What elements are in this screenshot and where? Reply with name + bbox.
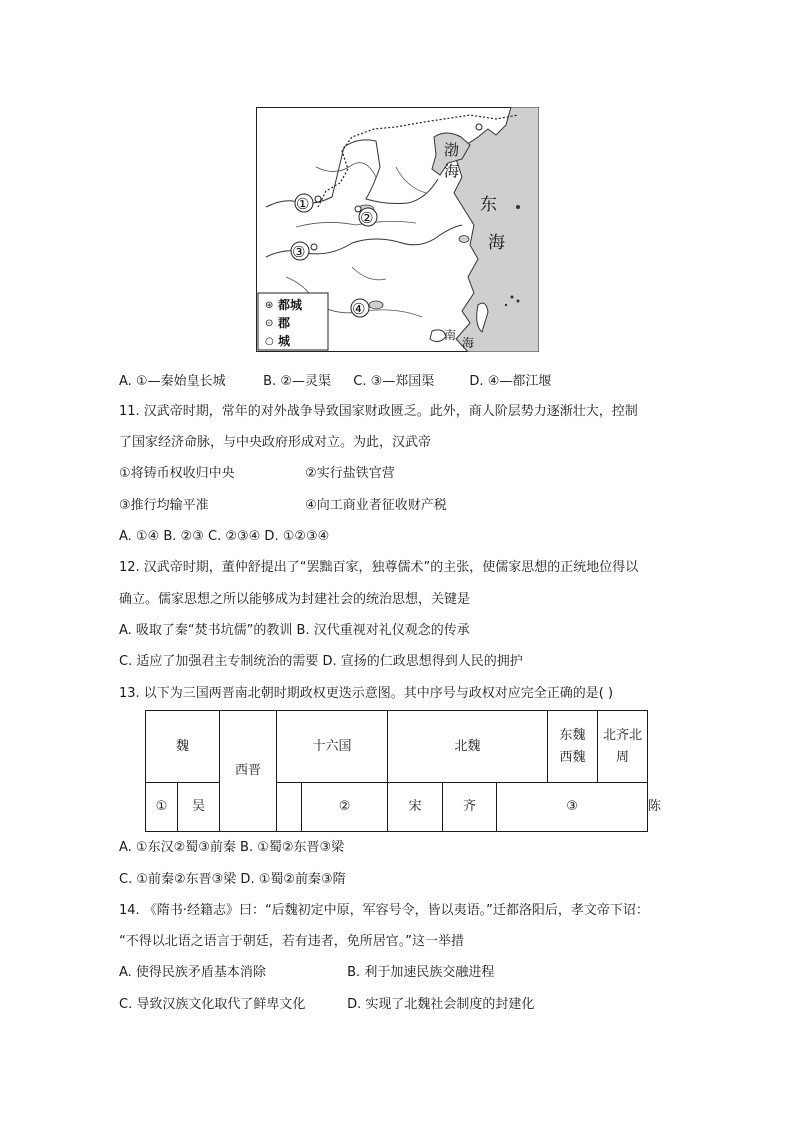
q12-stem-line-1: 12. 汉武帝时期，董仲舒提出了“罢黜百家，独尊儒术”的主张，使儒家思想的正统地位得以 (119, 560, 639, 575)
q11-items-row-1 (119, 464, 395, 484)
cell-empty (277, 783, 302, 832)
q13-stem: 13. 以下为三国两晋南北朝时期政权更迭示意图。其中序号与政权对应完全正确的是( ) (119, 686, 614, 701)
sea-label-east-2: 海 (488, 233, 505, 253)
q11-item-4: ④向工商业者征收财产税 (305, 498, 447, 513)
q11-item-3: ③推行均输平准 (119, 498, 209, 513)
sea-label-south-1: 南 (444, 328, 457, 342)
q11-options: A. ①④ B. ②③ C. ②③④ D. ①②③④ (119, 529, 330, 544)
ancient-china-map (256, 107, 539, 352)
sea-label-bohai-1: 渤 (444, 141, 460, 159)
cell-blank-1: ① (146, 783, 178, 832)
cell-qi: 齐 (443, 783, 497, 832)
cell-blank-3: ③ (497, 783, 648, 832)
q14-stem-line-2: “不得以北语之语言于朝廷，若有违者，免所居官。”这一举措 (119, 934, 464, 949)
map-marker-3: ③ (292, 243, 306, 261)
q14-option-d: D. 实现了北魏社会制度的封建化 (347, 997, 535, 1012)
sea-label-south-2: 海 (462, 336, 475, 350)
map-marker-4: ④ (352, 300, 366, 318)
cell-xiwei: 西魏 (559, 749, 586, 765)
sea-label-east-1: 东 (480, 195, 497, 215)
map-marker-1: ① (296, 195, 310, 213)
q10-options (119, 372, 551, 392)
legend-commandery-label: 郡 (278, 316, 291, 330)
legend-commandery-symbol: ⊙ (265, 318, 274, 329)
legend-city-label: 城 (278, 334, 291, 348)
cell-beiqi-beizhou: 北齐北周 (598, 711, 648, 783)
q14-option-c: C. 导致汉族文化取代了鲜卑文化 (119, 997, 306, 1012)
q10-option-c: C. ③—郑国渠 (353, 374, 435, 389)
cell-dongwei-xiwei (548, 711, 598, 783)
q11-item-2: ②实行盐铁官营 (305, 466, 395, 481)
q14-stem-line-1: 14. 《隋书·经籍志》曰：“后魏初定中原，军容号令，皆以夷语。”迁都洛阳后，孝文帝下诏： (119, 903, 649, 918)
legend-capital-symbol: ⊛ (265, 300, 274, 311)
q12-stem-line-2: 确立。儒家思想之所以能够成为封建社会的统治思想，关键是 (119, 592, 471, 607)
cell-wu: 吴 (178, 783, 220, 832)
q11-stem-line-2: 了国家经济命脉，与中央政府形成对立。为此，汉武帝 (119, 435, 432, 450)
q12-options-cd: C. 适应了加强君主专制统治的需要 D. 宣扬的仁政思想得到人民的拥护 (119, 654, 523, 669)
cell-wei: 魏 (146, 711, 220, 783)
legend-capital-label: 都城 (278, 298, 303, 312)
q14-options-cd (119, 995, 534, 1015)
q14-option-b: B. 利于加速民族交融进程 (347, 965, 495, 980)
cell-beiwei: 北魏 (388, 711, 548, 783)
cell-shiliuguo: 十六国 (277, 711, 388, 783)
map-marker-2: ② (360, 209, 374, 227)
q13-options-ab: A. ①东汉②蜀③前秦 B. ①蜀②东晋③梁 (119, 840, 345, 855)
regime-succession-table: 魏 西晋 十六国 北魏 东魏 西魏 北齐北周 ① 吴 ② 宋 齐 ③ 陈 (145, 710, 648, 832)
cell-dongwei: 东魏 (559, 727, 586, 743)
q14-options-ab (119, 963, 494, 983)
cell-blank-2: ② (302, 783, 388, 832)
cell-xijin: 西晋 (220, 711, 277, 832)
q10-option-d: D. ④—都江堰 (469, 374, 552, 389)
q12-options-ab: A. 吸取了秦“焚书坑儒”的教训 B. 汉代重视对礼仪观念的传承 (119, 623, 470, 638)
cell-song: 宋 (388, 783, 443, 832)
legend-city-symbol: ○ (265, 336, 274, 347)
q10-option-a: A. ①—秦始皇长城 (119, 374, 226, 389)
q11-items-row-2 (119, 496, 447, 516)
q11-stem-line-1: 11. 汉武帝时期，常年的对外战争导致国家财政匮乏。此外，商人阶层势力逐渐壮大，控制 (119, 404, 638, 419)
q10-option-b: B. ②—灵渠 (263, 374, 331, 389)
q14-option-a: A. 使得民族矛盾基本消除 (119, 965, 266, 980)
sea-label-bohai-2: 海 (444, 162, 460, 180)
q13-options-cd: C. ①前秦②东晋③梁 D. ①蜀②前秦③隋 (119, 872, 346, 887)
q11-item-1: ①将铸币权收归中央 (119, 466, 235, 481)
